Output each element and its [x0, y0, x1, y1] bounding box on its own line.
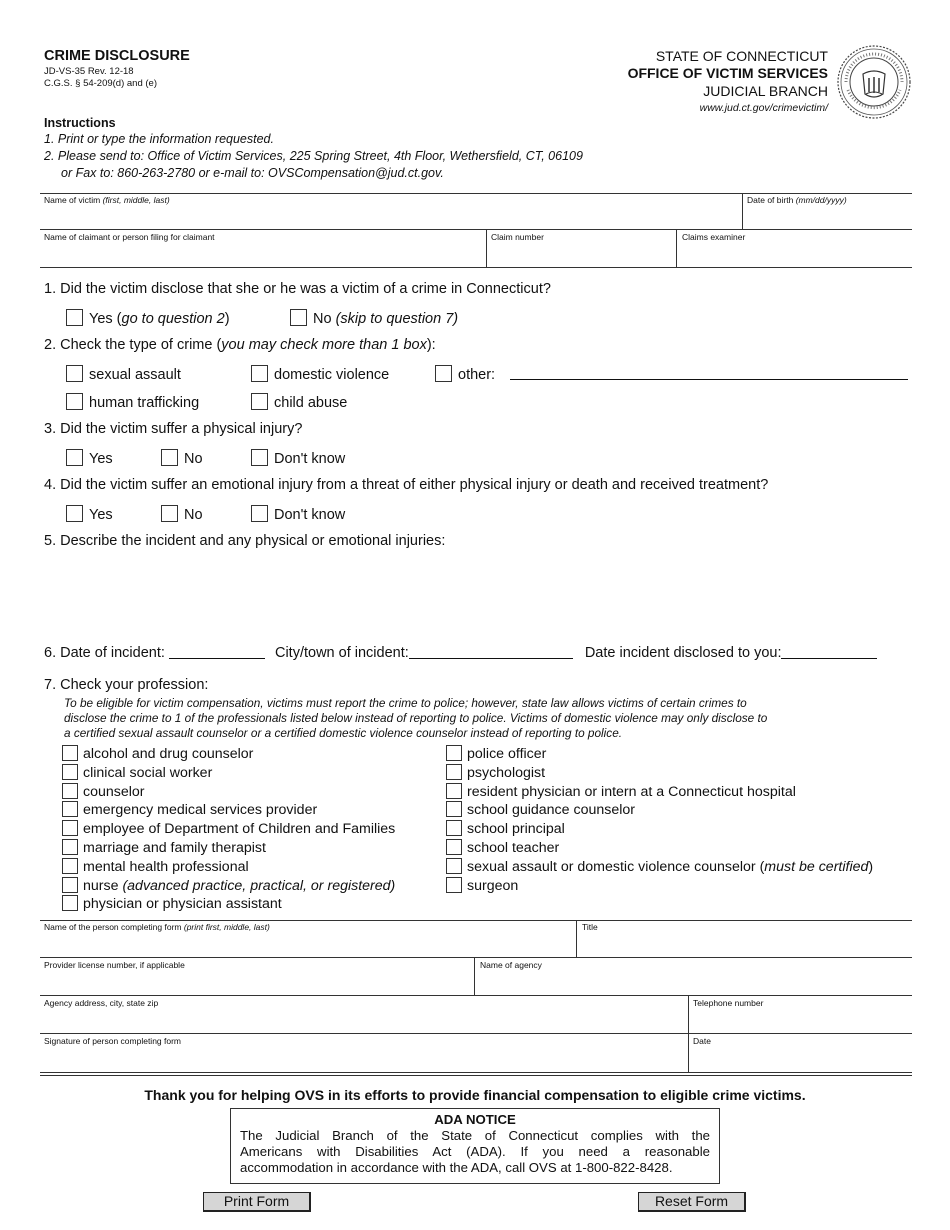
address-row — [40, 996, 912, 1034]
instructions-heading: Instructions — [44, 116, 116, 130]
claimant-name-field[interactable]: Name of claimant or person filing for claimant — [44, 232, 215, 242]
domestic-violence-checkbox[interactable] — [251, 365, 268, 382]
dob-hint: (mm/dd/yyyy) — [795, 195, 847, 205]
sexual-assault-option[interactable]: sexual assault — [66, 365, 181, 383]
agency-name-field[interactable]: Name of agency — [480, 960, 542, 970]
other-crime-checkbox[interactable] — [435, 365, 452, 382]
double-rule — [40, 1072, 912, 1076]
thank-you-message: Thank you for helping OVS in its efforts to provide financial compensation to eligible crime victims. — [144, 1087, 806, 1103]
q4-yes-option[interactable]: Yes — [66, 505, 113, 523]
question-7: 7. Check your profession: — [44, 677, 209, 693]
profession-nurse[interactable]: nurse (advanced practice, practical, or registered) — [62, 877, 395, 896]
incident-description-input[interactable] — [44, 553, 910, 637]
profession-alcohol-drug-counselor[interactable]: alcohol and drug counselor — [62, 745, 395, 764]
reset-form-button[interactable]: Reset Form — [638, 1192, 746, 1212]
telephone-field[interactable]: Telephone number — [693, 998, 764, 1008]
ada-notice-box — [230, 1108, 720, 1184]
form-code: JD-VS-35 Rev. 12-18 — [44, 66, 134, 77]
title-field[interactable]: Title — [582, 922, 598, 932]
victim-row — [40, 193, 912, 230]
profession-clinical-social-worker[interactable]: clinical social worker — [62, 764, 395, 783]
disclosed-date-input[interactable] — [781, 645, 877, 659]
signature-field[interactable]: Signature of person completing form — [44, 1036, 182, 1046]
question-3: 3. Did the victim suffer a physical injury? — [44, 421, 303, 437]
profession-police-officer[interactable]: police officer — [446, 745, 873, 764]
office-name: OFFICE OF VICTIM SERVICES — [627, 65, 828, 81]
other-crime-option[interactable]: other: — [435, 365, 495, 383]
q4-dont-know-option[interactable]: Don't know — [251, 505, 345, 523]
claimant-row — [40, 230, 912, 268]
disclosed-date-label: Date incident disclosed to you: — [584, 645, 782, 661]
profession-school-guidance-counselor[interactable]: school guidance counselor — [446, 801, 873, 820]
profession-school-principal[interactable]: school principal — [446, 820, 873, 839]
question-5: 5. Describe the incident and any physical or emotional injuries: — [44, 533, 446, 549]
q3-no-checkbox[interactable] — [161, 449, 178, 466]
completer-name-hint: (print first, middle, last) — [183, 922, 270, 932]
incident-date-input[interactable] — [169, 645, 265, 659]
ada-notice-line-3: accommodation in accordance with the ADA, call OVS at 1-800-822-8428. — [240, 1160, 673, 1175]
claim-number-field[interactable]: Claim number — [491, 232, 544, 242]
profession-counselor[interactable]: counselor — [62, 783, 395, 802]
other-crime-input[interactable] — [510, 365, 908, 380]
profession-psychologist[interactable]: psychologist — [446, 764, 873, 783]
question-2: 2. Check the type of crime (you may check more than 1 box): — [44, 337, 436, 353]
incident-city-label: City/town of incident: — [274, 645, 409, 661]
q3-dont-know-option[interactable]: Don't know — [251, 449, 345, 467]
question-6 — [44, 645, 877, 661]
profession-sa-dv-counselor[interactable]: sexual assault or domestic violence counselor (must be certified) — [446, 858, 873, 877]
ada-notice-line-2: Americans with Disabilities Act (ADA). If you need a reasonable — [240, 1144, 710, 1159]
q7-note-line-1: To be eligible for victim compensation, victims must report the crime to police; however, state law allows victims of certain crimes to — [64, 696, 747, 710]
ada-notice-line-1: The Judicial Branch of the State of Connecticut complies with the — [240, 1128, 710, 1143]
signature-date-field[interactable]: Date — [693, 1036, 711, 1046]
q3-dont-know-checkbox[interactable] — [251, 449, 268, 466]
profession-ems-provider[interactable]: emergency medical services provider — [62, 801, 395, 820]
profession-list-left — [62, 745, 395, 914]
claims-examiner-field[interactable]: Claims examiner — [682, 232, 746, 242]
q7-note-line-3: a certified sexual assault counselor or a certified domestic violence counselor instead of reporting to police. — [64, 726, 623, 740]
completer-name-label: Name of the person completing form — [44, 922, 182, 932]
child-abuse-option[interactable]: child abuse — [251, 393, 347, 411]
profession-list-right — [446, 745, 873, 895]
q3-yes-option[interactable]: Yes — [66, 449, 113, 467]
form-title: CRIME DISCLOSURE — [44, 48, 190, 64]
signature-row — [40, 1034, 912, 1072]
profession-marriage-family-therapist[interactable]: marriage and family therapist — [62, 839, 395, 858]
dob-field[interactable] — [747, 195, 847, 205]
license-number-field[interactable]: Provider license number, if applicable — [44, 960, 185, 970]
sexual-assault-checkbox[interactable] — [66, 365, 83, 382]
profession-mental-health-professional[interactable]: mental health professional — [62, 858, 395, 877]
q4-no-option[interactable]: No — [161, 505, 203, 523]
victim-name-hint: (first, middle, last) — [102, 195, 170, 205]
human-trafficking-checkbox[interactable] — [66, 393, 83, 410]
child-abuse-checkbox[interactable] — [251, 393, 268, 410]
victim-name-label: Name of victim — [44, 195, 101, 205]
q1-yes-option[interactable]: Yes (go to question 2) — [66, 309, 230, 327]
victim-name-field[interactable] — [44, 195, 170, 205]
website-url: www.jud.ct.gov/crimevictim/ — [699, 102, 828, 114]
incident-date-label: 6. Date of incident: — [44, 645, 165, 661]
profession-resident-physician[interactable]: resident physician or intern at a Connecticut hospital — [446, 783, 873, 802]
q4-dont-know-checkbox[interactable] — [251, 505, 268, 522]
ada-notice-title: ADA NOTICE — [434, 1112, 516, 1127]
completer-name-field[interactable] — [44, 922, 270, 932]
license-row — [40, 958, 912, 996]
incident-city-input[interactable] — [409, 645, 573, 659]
q1-yes-checkbox[interactable] — [66, 309, 83, 326]
agency-address-field[interactable]: Agency address, city, state zip — [44, 998, 159, 1008]
q4-yes-checkbox[interactable] — [66, 505, 83, 522]
domestic-violence-option[interactable]: domestic violence — [251, 365, 389, 383]
q1-no-checkbox[interactable] — [290, 309, 307, 326]
state-name: STATE OF CONNECTICUT — [655, 48, 828, 64]
q1-no-option[interactable]: No (skip to question 7) — [290, 309, 458, 327]
instruction-line-2: 2. Please send to: Office of Victim Services, 225 Spring Street, 4th Floor, Wethersfield, CT, 06109 — [44, 149, 583, 163]
q7-note-line-2: disclose the crime to 1 of the professionals listed below instead of reporting to police. Victims of domestic violence may only disclose to — [64, 711, 768, 725]
profession-physician[interactable]: physician or physician assistant — [62, 895, 395, 914]
state-seal-icon — [836, 44, 912, 120]
q3-no-option[interactable]: No — [161, 449, 203, 467]
branch-name: JUDICIAL BRANCH — [703, 83, 828, 99]
question-4: 4. Did the victim suffer an emotional injury from a threat of either physical injury or death and received treatment? — [44, 477, 769, 493]
profession-surgeon[interactable]: surgeon — [446, 877, 873, 896]
completer-row — [40, 920, 912, 958]
dob-label: Date of birth — [747, 195, 794, 205]
profession-school-teacher[interactable]: school teacher — [446, 839, 873, 858]
statute-reference: C.G.S. § 54-209(d) and (e) — [44, 78, 157, 89]
profession-dcf-employee[interactable]: employee of Department of Children and Families — [62, 820, 395, 839]
q3-yes-checkbox[interactable] — [66, 449, 83, 466]
instruction-line-1: 1. Print or type the information requested. — [44, 132, 274, 146]
question-1: 1. Did the victim disclose that she or he was a victim of a crime in Connecticut? — [44, 281, 551, 297]
print-form-button[interactable]: Print Form — [203, 1192, 311, 1212]
instruction-line-3: or Fax to: 860-263-2780 or e-mail to: OVSCompensation@jud.ct.gov. — [61, 166, 444, 180]
human-trafficking-option[interactable]: human trafficking — [66, 393, 199, 411]
q4-no-checkbox[interactable] — [161, 505, 178, 522]
